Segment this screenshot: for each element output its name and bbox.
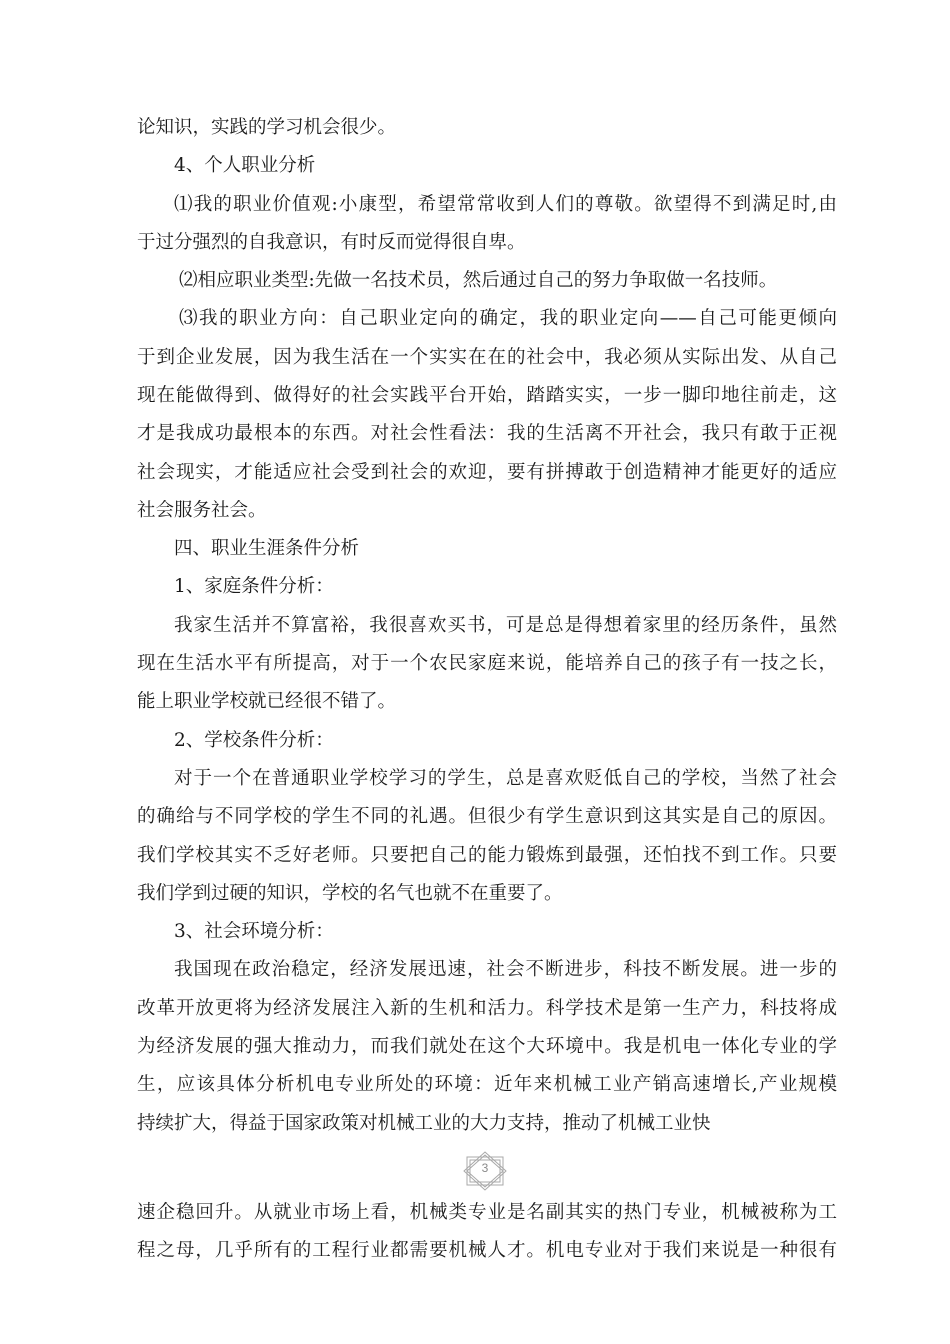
paragraph-line: 社会服务社会。 bbox=[137, 500, 267, 521]
section-heading: 4、个人职业分析 bbox=[174, 155, 316, 176]
section-heading: 3、社会环境分析： bbox=[174, 921, 334, 942]
paragraph-line: 的确给与不同学校的学生不同的礼遇。但很少有学生意识到这其实是自己的原因。 bbox=[137, 806, 837, 827]
paragraph-line: 于过分强烈的自我意识，有时反而觉得很自卑。 bbox=[137, 232, 526, 253]
paragraph-line: 论知识，实践的学习机会很少。 bbox=[137, 117, 397, 138]
paragraph-line: ⑴我的职业价值观:小康型，希望常常收到人们的尊敬。欲望得不到满足时,由 bbox=[174, 194, 837, 215]
section-heading: 1、家庭条件分析： bbox=[174, 576, 334, 597]
paragraph-line: 我国现在政治稳定，经济发展迅速，社会不断进步，科技不断发展。进一步的 bbox=[174, 959, 837, 980]
paragraph-line: 生，应该具体分析机电专业所处的环境：近年来机械工业产销高速增长,产业规模 bbox=[137, 1074, 837, 1095]
paragraph-line: 能上职业学校就已经很不错了。 bbox=[137, 691, 397, 712]
paragraph-line: 社会现实，才能适应社会受到社会的欢迎，要有拼搏敢于创造精神才能更好的适应 bbox=[137, 462, 837, 483]
paragraph-line: 现在能做得到、做得好的社会实践平台开始，踏踏实实，一步一脚印地往前走，这 bbox=[137, 385, 837, 406]
section-heading: 四、职业生涯条件分析 bbox=[174, 538, 360, 559]
paragraph-line: 改革开放更将为经济发展注入新的生机和活力。科学技术是第一生产力，科技将成 bbox=[137, 998, 837, 1019]
paragraph-line: 我家生活并不算富裕，我很喜欢买书，可是总是得想着家里的经历条件，虽然 bbox=[174, 615, 837, 636]
paragraph-line: ⑶我的职业方向：自己职业定向的确定，我的职业定向——自己可能更倾向 bbox=[179, 308, 837, 329]
paragraph-line: 我们学校其实不乏好老师。只要把自己的能力锻炼到最强，还怕找不到工作。只要 bbox=[137, 845, 837, 866]
page-number: 3 bbox=[481, 1161, 489, 1175]
page-number-badge bbox=[460, 1151, 510, 1191]
paragraph-line: 持续扩大，得益于国家政策对机械工业的大力支持，推动了机械工业快 bbox=[137, 1113, 711, 1134]
paragraph-line: 现在生活水平有所提高，对于一个农民家庭来说，能培养自己的孩子有一技之长， bbox=[137, 653, 837, 674]
paragraph-line: 于到企业发展，因为我生活在一个实实在在的社会中，我必须从实际出发、从自己 bbox=[137, 347, 837, 368]
paragraph-line: 程之母，几乎所有的工程行业都需要机械人才。机电专业对于我们来说是一种很有 bbox=[137, 1240, 837, 1261]
section-heading: 2、学校条件分析： bbox=[174, 730, 334, 751]
paragraph-line: 速企稳回升。从就业市场上看，机械类专业是名副其实的热门专业，机械被称为工 bbox=[137, 1202, 837, 1223]
paragraph-line: ⑵相应职业类型:先做一名技术员，然后通过自己的努力争取做一名技师。 bbox=[179, 270, 778, 291]
paragraph-line: 才是我成功最根本的东西。对社会性看法：我的生活离不开社会，我只有敢于正视 bbox=[137, 423, 837, 444]
paragraph-line: 对于一个在普通职业学校学习的学生，总是喜欢贬低自己的学校，当然了社会 bbox=[174, 768, 837, 789]
paragraph-line: 我们学到过硬的知识，学校的名气也就不在重要了。 bbox=[137, 883, 563, 904]
paragraph-line: 为经济发展的强大推动力，而我们就处在这个大环境中。我是机电一体化专业的学 bbox=[137, 1036, 837, 1057]
